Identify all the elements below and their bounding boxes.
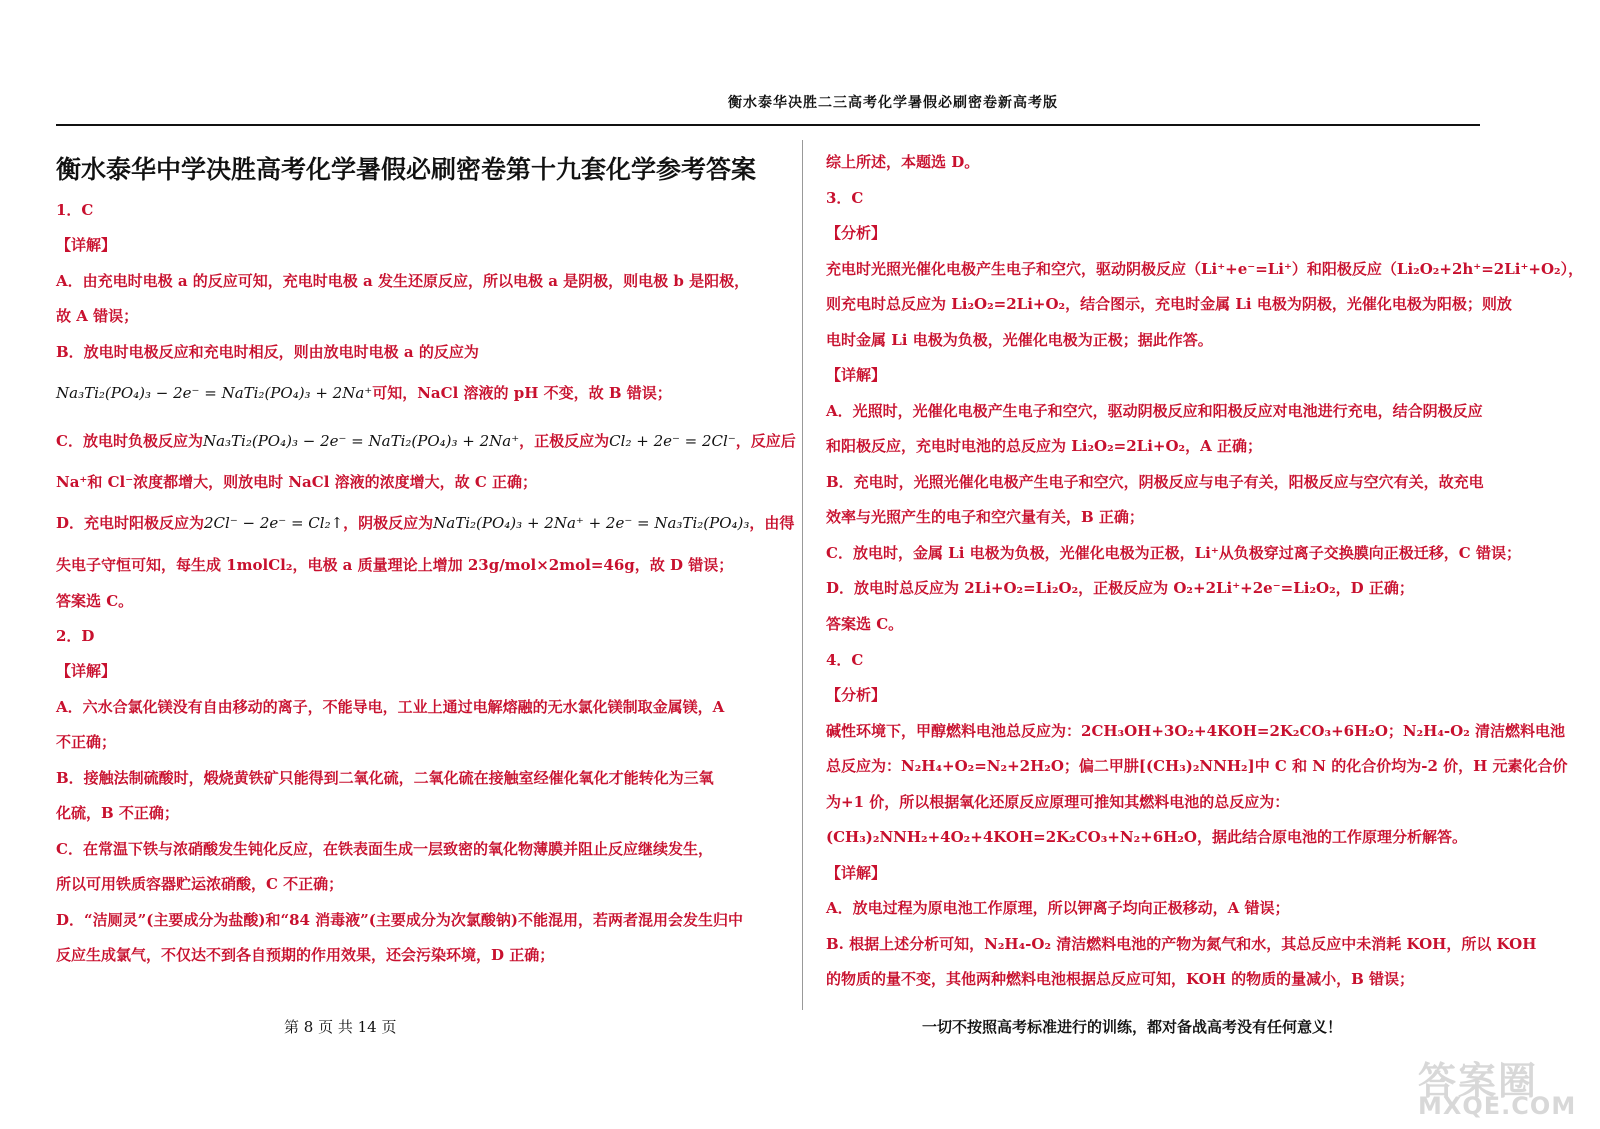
q4-analysis-heading: 【分析】 xyxy=(826,686,887,704)
q2-number: 2．D xyxy=(56,627,95,645)
q1-option-d-cont: 失电子守恒可知，每生成 1molCl₂，电极 a 质量理论上增加 23g/mol×2mol=46g，故 D 错误； xyxy=(56,556,734,574)
q2-option-b-cont: 化硫，B 不正确； xyxy=(56,804,179,822)
q1-answer: 答案选 C。 xyxy=(56,592,134,610)
formula: 2Cl⁻ − 2e⁻ = Cl₂↑ xyxy=(204,514,344,532)
q1-option-b-cont xyxy=(56,382,672,403)
q1-number: 1．C xyxy=(56,201,94,219)
q4-option-b-cont: 的物质的量不变，其他两种燃料电池根据总反应可知，KOH 的物质的量减小，B 错误； xyxy=(826,970,1414,988)
header-rule xyxy=(56,124,1480,126)
q1-option-c xyxy=(56,430,796,451)
watermark-logo xyxy=(1418,1050,1588,1120)
q4-analysis-3: 为+1 价，所以根据氧化还原反应原理可推知其燃料电池的总反应为： xyxy=(826,793,1290,811)
footer-slogan: 一切不按照高考标准进行的训练，都对备战高考没有任何意义！ xyxy=(922,1018,1343,1036)
q3-answer: 答案选 C。 xyxy=(826,615,904,633)
q4-number: 4．C xyxy=(826,651,864,669)
q3-analysis-1: 充电时光照光催化电极产生电子和空穴，驱动阴极反应（Li⁺+e⁻=Li⁺）和阳极反应（Li₂O₂+2h⁺=2Li⁺+O₂）， xyxy=(826,260,1584,278)
watermark-url: MXQE.COM xyxy=(1418,1092,1577,1120)
q1-option-d xyxy=(56,512,794,533)
text: ，由得 xyxy=(749,514,795,532)
formula: Na₃Ti₂(PO₄)₃ − 2e⁻ = NaTi₂(PO₄)₃ + 2Na⁺ xyxy=(202,432,520,450)
formula: NaTi₂(PO₄)₃ + 2Na⁺ + 2e⁻ = Na₃Ti₂(PO₄)₃ xyxy=(433,514,750,532)
text: C．放电时负极反应为 xyxy=(56,432,203,450)
watermark-text: 答案圈 xyxy=(1418,1059,1539,1103)
q1-option-b: B．放电时电极反应和充电时相反，则由放电时电极 a 的反应为 xyxy=(56,343,479,361)
q4-analysis-4: (CH₃)₂NNH₂+4O₂+4KOH=2K₂CO₃+N₂+6H₂O，据此结合原电池的工作原理分析解答。 xyxy=(826,828,1467,846)
q3-option-c: C．放电时，金属 Li 电极为负极，光催化电极为正极，Li⁺从负极穿过离子交换膜向正极迁移，C 错误； xyxy=(826,544,1521,562)
q3-option-b-cont: 效率与光照产生的电子和空穴量有关，B 正确； xyxy=(826,508,1144,526)
page-number: 第 8 页 共 14 页 xyxy=(284,1018,397,1036)
q3-option-d: D．放电时总反应为 2Li+O₂=Li₂O₂，正极反应为 O₂+2Li⁺+2e⁻=Li₂O₂，D 正确； xyxy=(826,579,1414,597)
q2-option-c: C．在常温下铁与浓硝酸发生钝化反应，在铁表面生成一层致密的氧化物薄膜并阻止反应继续发生， xyxy=(56,840,713,858)
q3-option-b: B．充电时，光照光催化电极产生电子和空穴，阴极反应与电子有关，阳极反应与空穴有关，故充电 xyxy=(826,473,1484,491)
page-header: 衡水泰华决胜二三高考化学暑假必刷密卷新高考版 xyxy=(728,95,1058,111)
q3-detail-heading: 【详解】 xyxy=(826,366,887,384)
q3-analysis-heading: 【分析】 xyxy=(826,224,887,242)
q3-option-a-cont: 和阳极反应，充电时电池的总反应为 Li₂O₂=2Li+O₂，A 正确； xyxy=(826,437,1262,455)
q3-analysis-2: 则充电时总反应为 Li₂O₂=2Li+O₂，结合图示，充电时金属 Li 电极为阴极，光催化电极为阳极；则放 xyxy=(826,295,1512,313)
q4-detail-heading: 【详解】 xyxy=(826,864,887,882)
formula: Cl₂ + 2e⁻ = 2Cl⁻ xyxy=(609,432,736,450)
formula: Na₃Ti₂(PO₄)₃ − 2e⁻ = NaTi₂(PO₄)₃ + 2Na⁺ xyxy=(56,384,373,402)
q1-option-c-cont: Na⁺和 Cl⁻浓度都增大，则放电时 NaCl 溶液的浓度增大，故 C 正确； xyxy=(56,473,538,491)
q3-analysis-3: 电时金属 Li 电极为负极，光催化电极为正极；据此作答。 xyxy=(826,331,1213,349)
text: ，正极反应为 xyxy=(519,432,610,450)
text: ，反应后 xyxy=(735,432,796,450)
q3-option-a: A．光照时，光催化电极产生电子和空穴，驱动阴极反应和阳极反应对电池进行充电，结合阴极反应 xyxy=(826,402,1483,420)
q1-detail-heading: 【详解】 xyxy=(56,236,117,254)
q2-conclusion: 综上所述，本题选 D。 xyxy=(826,153,980,171)
text: ，阴极反应为 xyxy=(343,514,434,532)
q2-option-a: A．六水合氯化镁没有自由移动的离子，不能导电，工业上通过电解熔融的无水氯化镁制取金属镁，A xyxy=(56,698,725,716)
q4-analysis-1: 碱性环境下，甲醇燃料电池总反应为：2CH₃OH+3O₂+4KOH=2K₂CO₃+6H₂O；N₂H₄-O₂ 清洁燃料电池 xyxy=(826,722,1565,740)
q2-detail-heading: 【详解】 xyxy=(56,662,117,680)
text: 可知，NaCl 溶液的 pH 不变，故 B 错误； xyxy=(372,384,672,402)
q2-option-d: D．“洁厕灵”(主要成分为盐酸)和“84 消毒液”(主要成分为次氯酸钠)不能混用，若两者混用会发生归中 xyxy=(56,911,744,929)
q2-option-b: B．接触法制硫酸时，煅烧黄铁矿只能得到二氧化硫，二氧化硫在接触室经催化氧化才能转化为三氧 xyxy=(56,769,714,787)
q4-option-a: A．放电过程为原电池工作原理，所以钾离子均向正极移动，A 错误； xyxy=(826,899,1290,917)
document-title: 衡水泰华中学决胜高考化学暑假必刷密卷第十九套化学参考答案 xyxy=(56,155,757,184)
q2-option-a-cont: 不正确； xyxy=(56,733,117,751)
q1-option-a: A．由充电时电极 a 的反应可知，充电时电极 a 发生还原反应，所以电极 a 是阴极，则电极 b 是阳极， xyxy=(56,272,750,290)
q3-number: 3．C xyxy=(826,189,864,207)
q4-analysis-2: 总反应为：N₂H₄+O₂=N₂+2H₂O；偏二甲肼[(CH₃)₂NNH₂]中 C 和 N 的化合价均为-2 价，H 元素化合价 xyxy=(826,757,1568,775)
column-divider xyxy=(802,140,803,1010)
text: D．充电时阳极反应为 xyxy=(56,514,205,532)
q2-option-d-cont: 反应生成氯气，不仅达不到各自预期的作用效果，还会污染环境，D 正确； xyxy=(56,946,555,964)
q2-option-c-cont: 所以可用铁质容器贮运浓硝酸，C 不正确； xyxy=(56,875,344,893)
q1-option-a-cont: 故 A 错误； xyxy=(56,307,139,325)
q4-option-b: B. 根据上述分析可知，N₂H₄-O₂ 清洁燃料电池的产物为氮气和水，其总反应中未消耗 KOH，所以 KOH xyxy=(826,935,1537,953)
